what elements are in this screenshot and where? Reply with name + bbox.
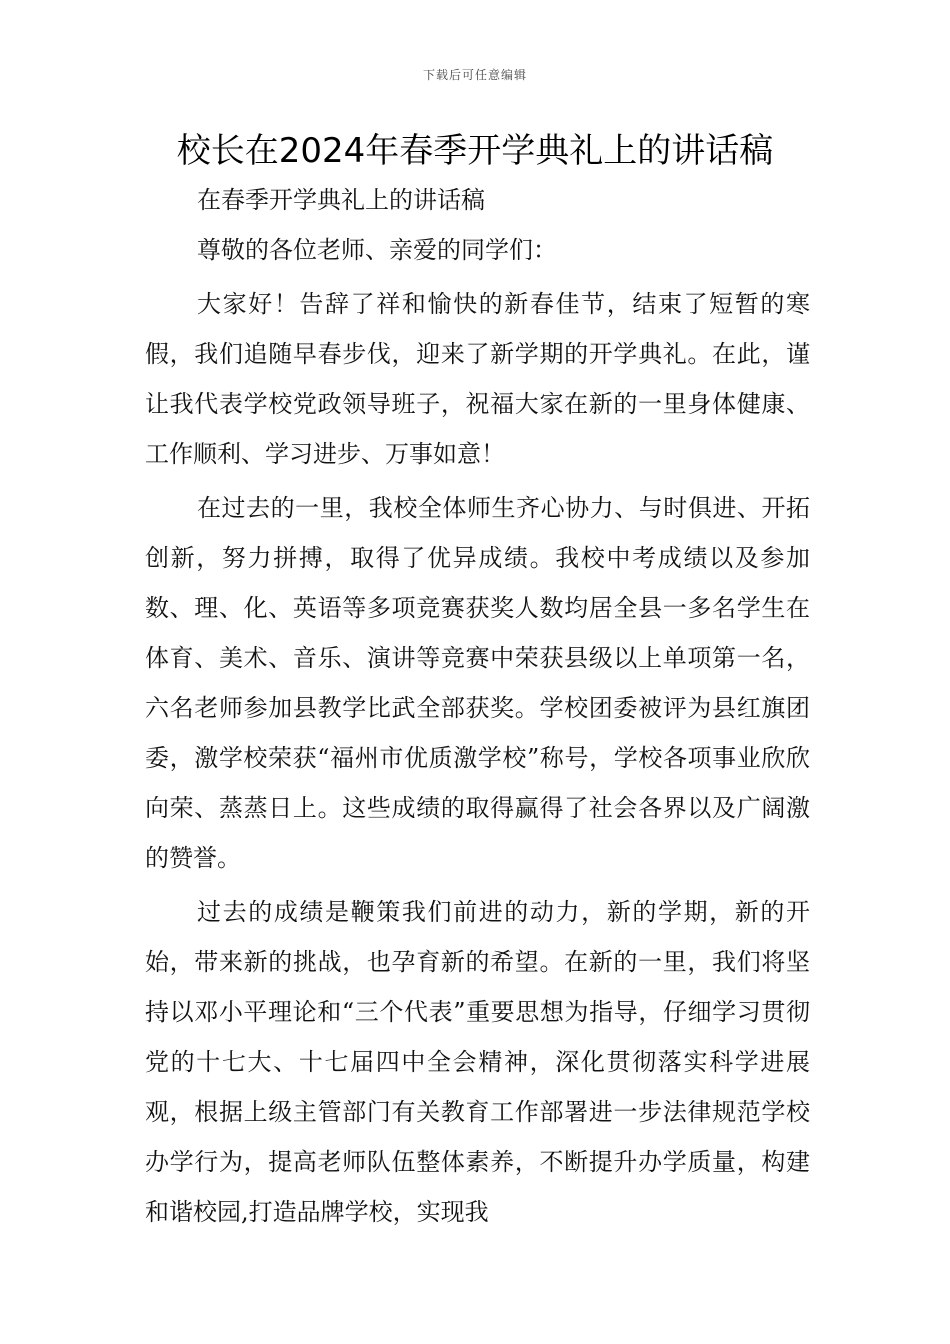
- document-title: 校长在2024年春季开学典礼上的讲话稿: [176, 131, 774, 171]
- document-body: [145, 175, 810, 1237]
- salutation: 尊敬的各位老师、亲爱的同学们：: [197, 236, 557, 264]
- document-subtitle: 在春季开学典礼上的讲话稿: [197, 186, 485, 214]
- header-note: 下载后可任意编辑: [422, 68, 527, 82]
- paragraph-1: 大家好！告辞了祥和愉快的新春佳节，结束了短暂的寒假，我们追随早春步伐，迎来了新学期的开学典礼。在此，谨让我代表学校党政领导班子，祝福大家在新的一里身体健康、工作顺利、学习进步、万事如意！: [145, 290, 810, 468]
- paragraph-2: 在过去的一里，我校全体师生齐心协力、与时俱进、开拓创新，努力拼搏，取得了优异成绩。我校中考成绩以及参加数、理、化、英语等多项竞赛获奖人数均居全县一多名学生在体育、美术、音乐、演讲等竞赛中荣获县级以上单项第一名，六名老师参加县教学比武全部获奖。学校团委被评为县红旗团委，激学校荣获“福州市优质激学校”称号，学校各项事业欣欣向荣、蒸蒸日上。这些成绩的取得赢得了社会各界以及广阔激的赞誉。: [145, 494, 810, 872]
- paragraph-3: 过去的成绩是鞭策我们前进的动力，新的学期，新的开始，带来新的挑战，也孕育新的希望。在新的一里，我们将坚持以邓小平理论和“三个代表”重要思想为指导，仔细学习贯彻党的十七大、十七届四中全会精神，深化贯彻落实科学进展观，根据上级主管部门有关教育工作部署进一步法律规范学校办学行为，提高老师队伍整体素养，不断提升办学质量，构建和谐校园,打造品牌学校，实现我: [145, 898, 810, 1226]
